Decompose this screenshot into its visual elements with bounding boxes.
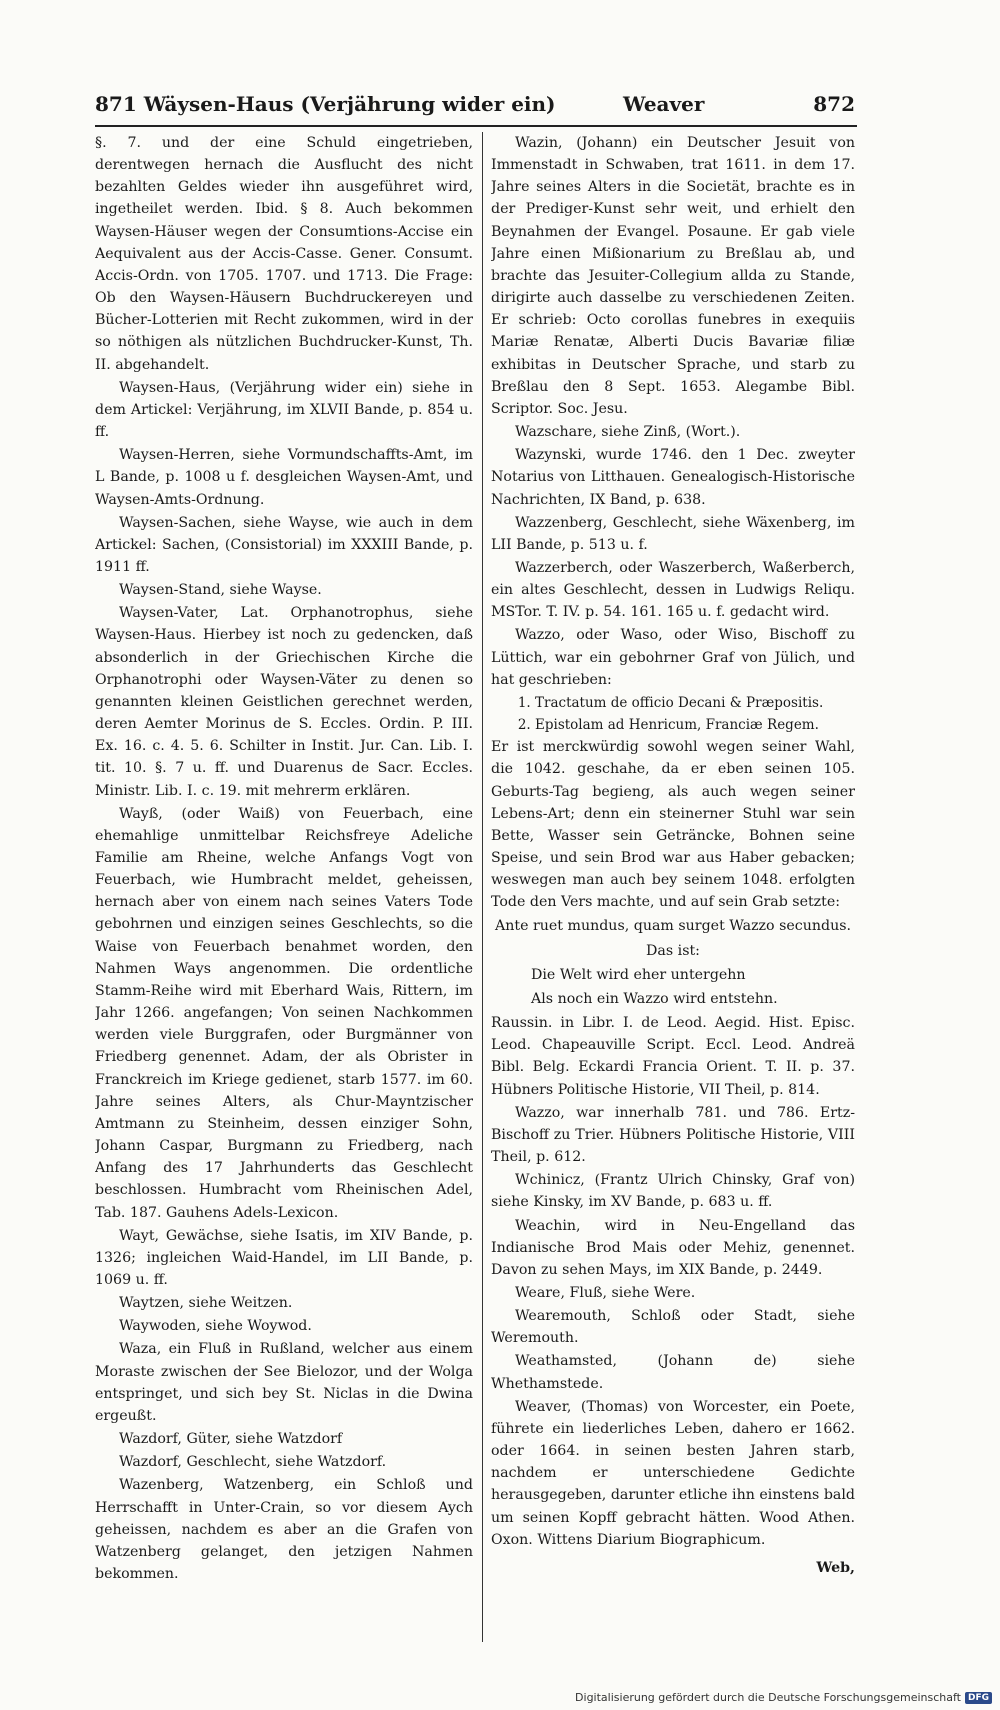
header-center-title: Weaver: [623, 92, 705, 116]
list-item: 1. Tractatum de officio Decani & Præpositis.: [535, 692, 855, 714]
dictionary-entry: Raussin. in Libr. I. de Leod. Aegid. Hist. Episc. Leod. Chapeauville Script. Eccl. Leod. Andreä Bibl. Belg. Eckardi Francia Orient. T. II. p. 37. Hübners Politische Historie, VII Theil, p. 814.: [491, 1015, 855, 1098]
dictionary-entry: Waysen-Haus, (Verjährung wider ein) siehe in dem Artickel: Verjährung, im XLVII Bande, p. 854 u. ff.: [95, 379, 473, 441]
right-entries-1: [491, 132, 855, 691]
dictionary-entry: Weaver, (Thomas) von Worcester, ein Poete, führete ein liederliches Leben, dahero er 1662. oder 1664. in seinen besten Jahren starb, nachdem er unterschiedene Gedichte herausgegeben, darunter etliche ihn einstens bald um seinen Kopff gebracht hätten. Wood Athen. Oxon. Wittens Diarium Biographicum.: [491, 1398, 855, 1548]
verse-line-1: Die Welt wird eher untergehn: [531, 966, 746, 983]
running-header: [95, 92, 855, 122]
dictionary-entry: Waza, ein Fluß in Rußland, welcher aus einem Moraste zwischen der See Bielozor, und der Wolga entspringet, und sich bey St. Niclas in die Dwina ergeußt.: [95, 1341, 473, 1424]
wazzo-works-list: [491, 692, 855, 736]
dictionary-entry: Wazdorf, Güter, siehe Watzdorf: [119, 1431, 343, 1448]
footer-text: Digitalisierung gefördert durch die Deutsche Forschungsgemeinschaft: [575, 1691, 961, 1704]
catchword: Web,: [816, 1559, 855, 1576]
column-divider: [482, 132, 483, 1642]
dictionary-entry: Waysen-Stand, siehe Wayse.: [119, 582, 322, 599]
dictionary-entry: Wayt, Gewächse, siehe Isatis, im XIV Bande, p. 1326; ingleichen Waid-Handel, im LII Bande, p. 1069 u. ff.: [95, 1227, 473, 1288]
dictionary-entry: Wazenberg, Watzenberg, ein Schloß und Herrschafft in Unter-Crain, so vor diesem Aych geheissen, nachdem es aber an die Grafen von Watzenberg gelanget, den jetzigen Nahmen bekommen.: [95, 1477, 473, 1582]
dictionary-entry: §. 7. und der eine Schuld eingetrieben, derentwegen hernach die Ausflucht des nicht bezahlten Geldes wieder ihn ausgeführet wird, ingetheilet werden. Ibid. § 8. Auch bekommen Waysen-Häuser wegen der Consumtions-Accise ein Aequivalent aus der Accis-Casse. Gener. Consumt. Accis-Ordn. von 1705. 1707. und 1713. Die Frage: Ob den Waysen-Häusern Buchdruckereyen und Bücher-Lotterien mit Recht zukommen, wird in der so nöthigen als nützlichen Buchdrucker-Kunst, Th. II. abgehandelt.: [95, 135, 473, 373]
verse-line-2: Als noch ein Wazzo wird entstehn.: [531, 990, 778, 1007]
dictionary-entry: Weare, Fluß, siehe Were.: [515, 1284, 696, 1301]
dictionary-entry: Waywoden, siehe Woywod.: [119, 1318, 312, 1335]
dictionary-entry: Weathamsted, (Johann de) siehe Whethamstede.: [491, 1353, 855, 1392]
digitization-footer: [575, 1691, 992, 1704]
dictionary-entry: Wazschare, siehe Zinß, (Wort.).: [515, 424, 741, 441]
verse-latin: Ante ruet mundus, quam surget Wazzo secundus.: [494, 918, 851, 935]
dfg-logo: DFG: [965, 1692, 992, 1704]
dictionary-entry: Waytzen, siehe Weitzen.: [119, 1295, 293, 1312]
right-entries-3: [491, 1012, 855, 1551]
dictionary-entry: Wazin, (Johann) ein Deutscher Jesuit von Immenstadt in Schwaben, trat 1611. in dem 17. Jahre seines Alters in die Societät, brachte es in der Prediger-Kunst sehr weit, und erhielt den Beynahmen der Evangel. Posaune. Er gab viele Jahre einen Mißionarium zu Breßlau ab, und brachte das Jesuiter-Collegium allda zu Stande, dirigirte auch dasselbe zu verschiedenen Zeiten. Er schrieb: Octo corollas funebres in exequiis Mariæ Renatæ, Alberti Ducis Bavariæ filiæ exhibitas in Deutscher Sprache, und starb zu Breßlau den 8 Sept. 1653. Alegambe Bibl. Scriptor. Soc. Jesu.: [491, 135, 855, 417]
dictionary-entry: Wayß, (oder Waiß) von Feuerbach, eine ehemahlige unmittelbar Reichsfreye Adeliche Familie am Rheine, welche Anfangs Vogt von Feuerbach, wie Humbracht meldet, geheissen, hernach aber von einem nach seines Vaters Tode gebohrnen und einzigen seines Geschlechts, so die Waise von Feuerbach benahmet worden, den Nahmen Ways angenommen. Die ordentliche Stamm-Reihe wird mit Eberhard Wais, Rittern, im Jahr 1266. angefangen; Von seinen Nachkommen werden viele Burggrafen, oder Burgmänner von Friedberg genennet. Adam, der als Obrister in Franckreich im Kriege gedienet, starb 1577. im 60. Jahre seines Alters, als Chur-Mayntzischer Amtmann zu Steinheim, dessen einziger Sohn, Johann Caspar, Burgmann zu Friedberg, nach Anfang des 17 Jahrhunderts das Geschlecht beschlossen. Humbracht vom Rheinischen Adel, Tab. 187. Gauhens Adels-Lexicon.: [95, 805, 473, 1221]
dictionary-entry: Wchinicz, (Frantz Ulrich Chinsky, Graf von) siehe Kinsky, im XV Bande, p. 683 u. ff.: [491, 1172, 855, 1211]
dictionary-entry: Waysen-Sachen, siehe Wayse, wie auch in dem Artickel: Sachen, (Consistorial) im XXXIII Bande, p. 1911 ff.: [95, 514, 473, 575]
left-column: [95, 132, 473, 1652]
dictionary-entry: Wearemouth, Schloß oder Stadt, siehe Weremouth.: [491, 1308, 855, 1347]
dictionary-entry: Wazynski, wurde 1746. den 1 Dec. zweyter Notarius von Litthauen. Genealogisch-Historische Nachrichten, IX Band, p. 638.: [491, 447, 855, 508]
list-item: 2. Epistolam ad Henricum, Franciæ Regem.: [535, 714, 855, 736]
right-column: [491, 132, 855, 1652]
dictionary-entry: Wazdorf, Geschlecht, siehe Watzdorf.: [119, 1454, 387, 1471]
right-entries-2: [491, 736, 855, 913]
dictionary-entry: Wazzo, oder Waso, oder Wiso, Bischoff zu Lüttich, war ein gebohrner Graf von Jülich, und hat geschrieben:: [491, 627, 855, 688]
dictionary-entry: Wazzerberch, oder Waszerberch, Waßerberch, ein altes Geschlecht, dessen in Ludwigs Reliqu. MSTor. T. IV. p. 54. 161. 165 u. f. gedacht wird.: [491, 559, 855, 621]
dictionary-entry: Weachin, wird in Neu-Engelland das Indianische Brod Mais oder Mehiz, genennet. Davon zu sehen Mays, im XIX Bande, p. 2449.: [491, 1217, 855, 1278]
dictionary-entry: Waysen-Vater, Lat. Orphanotrophus, siehe Waysen-Haus. Hierbey ist noch zu gedencken, daß absonderlich in der Griechischen Kirche die Orphanotrophi oder Waysen-Väter zu denen so genannten kleinen Geistlichen gerechnet werden, deren Aemter Morinus de S. Eccles. Ordin. P. III. Ex. 16. c. 4. 5. 6. Schilter in Instit. Jur. Can. Lib. I. tit. 10. §. 7 u. ff. und Duarenus de Sacr. Eccles. Ministr. Lib. I. c. 19. mit mehrerm erklären.: [95, 605, 473, 799]
dictionary-entry: Wazzenberg, Geschlecht, siehe Wäxenberg, im LII Bande, p. 513 u. f.: [491, 514, 855, 553]
dictionary-entry: Wazzo, war innerhalb 781. und 786. Ertz-Bischoff zu Trier. Hübners Politische Historie, VIII Theil, p. 612.: [491, 1104, 855, 1166]
header-rule: [95, 125, 857, 127]
page-number: 872: [813, 92, 855, 116]
dictionary-entry: Waysen-Herren, siehe Vormundschaffts-Amt, im L Bande, p. 1008 u f. desgleichen Waysen-Amt, und Waysen-Amts-Ordnung.: [95, 447, 473, 508]
dictionary-entry: Er ist merckwürdig sowohl wegen seiner Wahl, die 1042. geschahe, da er eben seinen 105. Geburts-Tag begieng, als auch wegen seiner Lebens-Art; denn ein steinerner Stuhl war sein Bette, Wasser sein Geträncke, Bohnen seine Speise, und sein Brod war aus Haber gebacken; weswegen man auch bey seinem 1048. erfolgten Tode den Vers machte, und auf sein Grab setzte:: [491, 739, 855, 911]
verse-das-ist: Das ist:: [646, 942, 700, 959]
header-left-title: 871 Wäysen-Haus (Verjährung wider ein): [95, 92, 556, 116]
